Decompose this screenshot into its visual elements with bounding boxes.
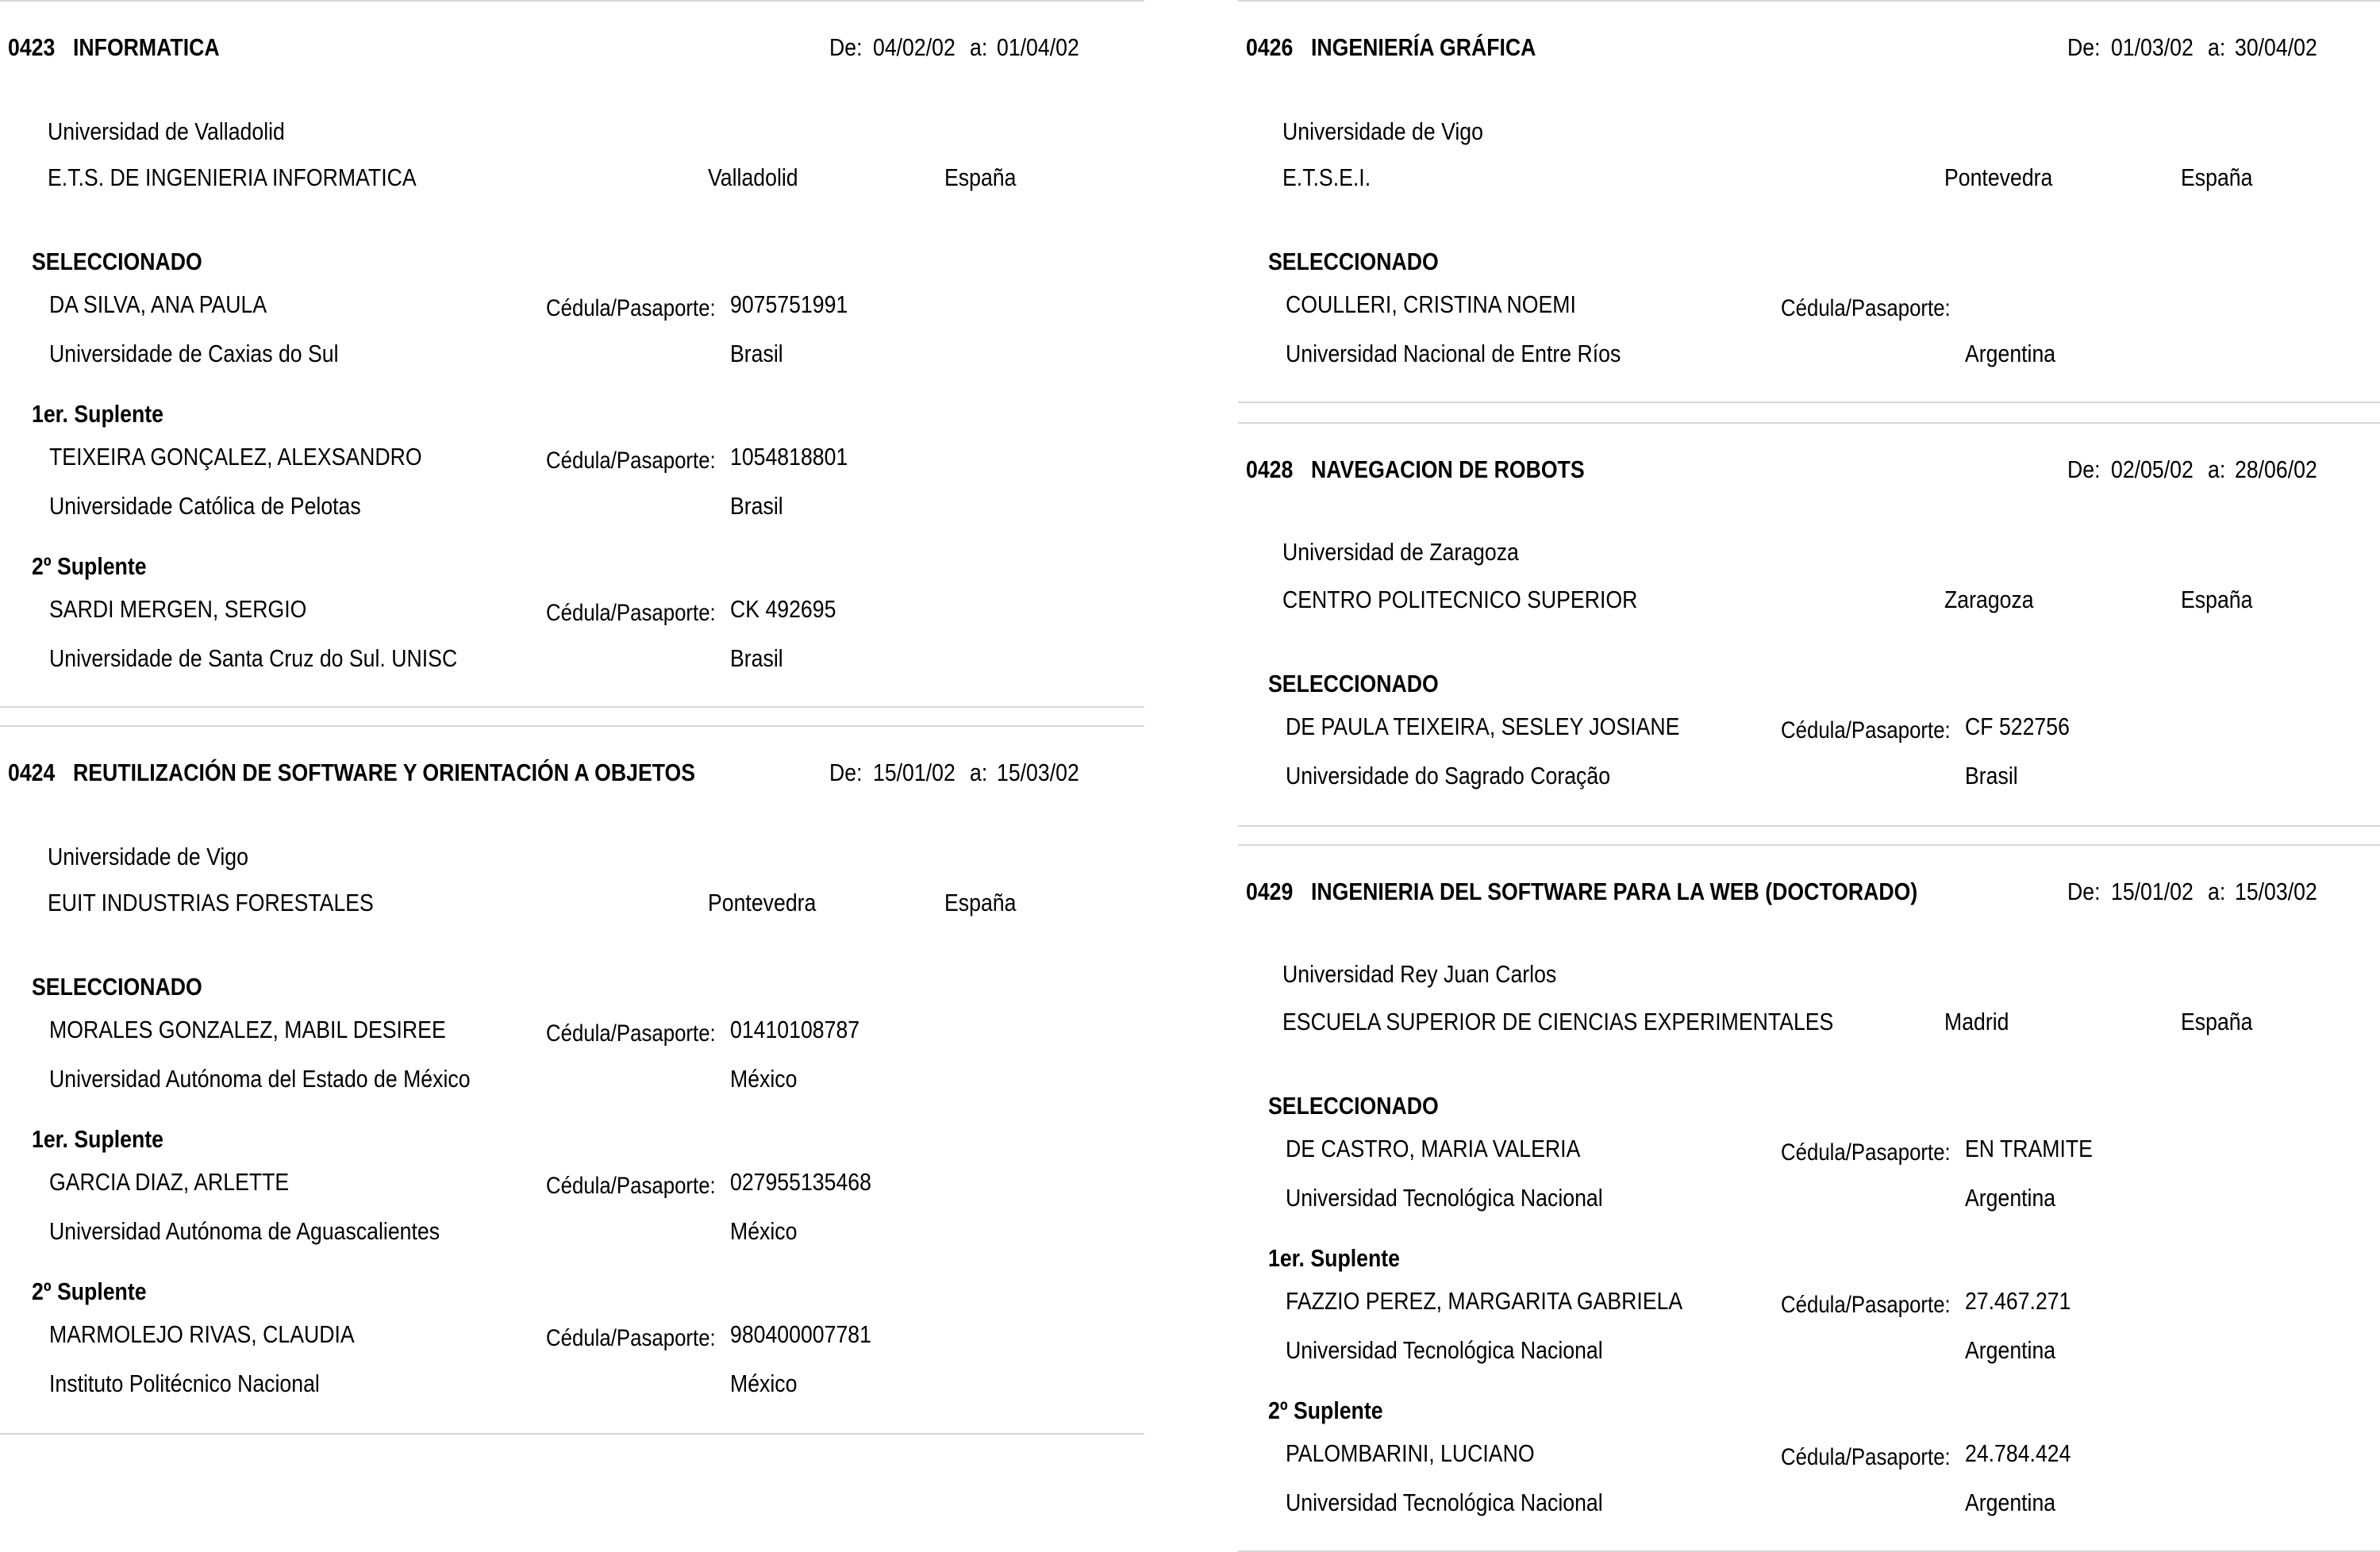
course-block-0426 (1238, 0, 2380, 401)
candidate-id: 24.784.424 (1965, 1439, 2071, 1467)
candidate-role: SELECCIONADO (32, 248, 202, 275)
id-label: Cédula/Pasaporte: (1781, 1292, 1951, 1318)
candidate-country: Brasil (730, 492, 783, 520)
date-from: 02/05/02 (2111, 455, 2194, 483)
candidate-name: DE CASTRO, MARIA VALERIA (1286, 1135, 1581, 1162)
id-label: Cédula/Pasaporte: (546, 448, 716, 474)
candidate-id: CF 522756 (1965, 713, 2070, 740)
date-from: 01/03/02 (2111, 33, 2194, 61)
candidate-role: 2º Suplente (32, 552, 147, 580)
candidate-institution: Universidade do Sagrado Coração (1286, 762, 1611, 789)
date-from-label: De: (829, 33, 863, 61)
host-city: Zaragoza (1944, 586, 2034, 613)
course-code: 0426 (1246, 33, 1294, 61)
date-to-label: a: (2208, 878, 2226, 905)
date-to: 15/03/02 (997, 759, 1079, 786)
date-from-label: De: (829, 759, 863, 786)
candidate-id: EN TRAMITE (1965, 1135, 2093, 1162)
candidate-role: SELECCIONADO (1268, 248, 1439, 275)
course-title: INGENIERIA DEL SOFTWARE PARA LA WEB (DOCTORADO) (1311, 878, 1918, 905)
date-from: 04/02/02 (873, 33, 955, 61)
candidate-country: Argentina (1965, 340, 2056, 367)
candidate-id: 27.467.271 (1965, 1287, 2071, 1315)
host-city: Pontevedra (1944, 163, 2053, 191)
id-label: Cédula/Pasaporte: (546, 600, 716, 626)
candidate-role: 1er. Suplente (1268, 1244, 1400, 1272)
date-from-label: De: (2067, 455, 2101, 483)
candidate-name: GARCIA DIAZ, ARLETTE (49, 1168, 290, 1196)
candidate-country: México (730, 1065, 798, 1093)
date-to-label: a: (2208, 455, 2226, 483)
section-divider (1238, 825, 2380, 827)
host-university: Universidad de Valladolid (48, 117, 285, 145)
candidate-institution: Universidad Tecnológica Nacional (1286, 1184, 1603, 1212)
course-code: 0424 (8, 759, 56, 786)
candidate-id: 980400007781 (730, 1320, 871, 1348)
date-to: 01/04/02 (997, 33, 1079, 61)
date-to: 28/06/02 (2235, 455, 2317, 483)
host-university: Universidad de Zaragoza (1282, 538, 1519, 566)
date-to: 30/04/02 (2235, 33, 2317, 61)
date-from: 15/01/02 (873, 759, 955, 786)
candidate-country: México (730, 1217, 798, 1245)
id-label: Cédula/Pasaporte: (546, 1020, 716, 1047)
candidate-role: 1er. Suplente (32, 400, 163, 428)
course-code: 0423 (8, 33, 56, 61)
candidate-id: 027955135468 (730, 1168, 871, 1196)
candidate-institution: Universidad Autónoma de Aguascalientes (49, 1217, 440, 1245)
section-divider (1238, 401, 2380, 403)
host-school: E.T.S. DE INGENIERIA INFORMATICA (48, 163, 417, 191)
candidate-role: SELECCIONADO (1268, 1092, 1439, 1120)
host-country: España (944, 889, 1017, 916)
candidate-id: CK 492695 (730, 595, 836, 623)
candidate-role: SELECCIONADO (32, 973, 202, 1001)
course-title: REUTILIZACIÓN DE SOFTWARE Y ORIENTACIÓN A OBJETOS (73, 759, 696, 786)
date-from-label: De: (2067, 878, 2101, 905)
candidate-name: MARMOLEJO RIVAS, CLAUDIA (49, 1320, 355, 1348)
candidate-institution: Universidad Autónoma del Estado de México (49, 1065, 471, 1093)
date-from: 15/01/02 (2111, 878, 2194, 905)
id-label: Cédula/Pasaporte: (1781, 717, 1951, 743)
host-school: ESCUELA SUPERIOR DE CIENCIAS EXPERIMENTALES (1282, 1008, 1834, 1035)
id-label: Cédula/Pasaporte: (1781, 1139, 1951, 1166)
candidate-role: SELECCIONADO (1268, 670, 1439, 697)
candidate-country: México (730, 1370, 798, 1397)
course-block-0428 (1238, 422, 2380, 825)
candidate-name: DA SILVA, ANA PAULA (49, 290, 267, 318)
candidate-institution: Universidade de Caxias do Sul (49, 340, 339, 367)
candidate-country: Brasil (730, 340, 783, 367)
candidate-country: Argentina (1965, 1489, 2056, 1516)
candidate-country: Brasil (730, 644, 783, 672)
candidate-role: 2º Suplente (32, 1277, 147, 1305)
candidate-name: PALOMBARINI, LUCIANO (1286, 1439, 1535, 1467)
course-block-0429 (1238, 844, 2380, 1550)
id-label: Cédula/Pasaporte: (1781, 1444, 1951, 1470)
course-title: INGENIERÍA GRÁFICA (1311, 33, 1536, 61)
candidate-country: Argentina (1965, 1336, 2056, 1364)
candidate-name: TEIXEIRA GONÇALEZ, ALEXSANDRO (49, 443, 422, 471)
course-title: NAVEGACION DE ROBOTS (1311, 455, 1585, 483)
candidate-institution: Instituto Politécnico Nacional (49, 1370, 320, 1397)
course-title: INFORMATICA (73, 33, 220, 61)
candidate-name: SARDI MERGEN, SERGIO (49, 595, 307, 623)
candidate-id: 9075751991 (730, 290, 848, 318)
candidate-institution: Universidade de Santa Cruz do Sul. UNISC (49, 644, 458, 672)
candidate-name: DE PAULA TEIXEIRA, SESLEY JOSIANE (1286, 713, 1680, 740)
candidate-role: 2º Suplente (1268, 1396, 1383, 1424)
candidate-id: 1054818801 (730, 443, 848, 471)
candidate-name: COULLERI, CRISTINA NOEMI (1286, 290, 1576, 318)
host-university: Universidade de Vigo (48, 843, 248, 870)
candidate-institution: Universidad Nacional de Entre Ríos (1286, 340, 1621, 367)
date-to-label: a: (2208, 33, 2226, 61)
date-to: 15/03/02 (2235, 878, 2317, 905)
host-university: Universidad Rey Juan Carlos (1282, 960, 1557, 988)
date-to-label: a: (970, 33, 988, 61)
candidate-institution: Universidad Tecnológica Nacional (1286, 1489, 1603, 1516)
candidate-id: 01410108787 (730, 1016, 860, 1043)
host-school: E.T.S.E.I. (1282, 163, 1371, 191)
candidate-country: Brasil (1965, 762, 2018, 789)
course-block-0424 (0, 725, 1144, 1433)
course-block-0423 (0, 0, 1144, 706)
host-school: CENTRO POLITECNICO SUPERIOR (1282, 586, 1638, 613)
course-code: 0429 (1246, 878, 1294, 905)
section-divider (0, 1433, 1144, 1435)
host-country: España (2181, 1008, 2253, 1035)
host-country: España (2181, 586, 2253, 613)
host-country: España (2181, 163, 2253, 191)
course-code: 0428 (1246, 455, 1294, 483)
candidate-name: MORALES GONZALEZ, MABIL DESIREE (49, 1016, 446, 1043)
id-label: Cédula/Pasaporte: (546, 1173, 716, 1199)
id-label: Cédula/Pasaporte: (546, 295, 716, 321)
date-from-label: De: (2067, 33, 2101, 61)
candidate-institution: Universidade Católica de Pelotas (49, 492, 361, 520)
host-university: Universidade de Vigo (1282, 117, 1483, 145)
host-school: EUIT INDUSTRIAS FORESTALES (48, 889, 374, 916)
host-country: España (944, 163, 1017, 191)
host-city: Madrid (1944, 1008, 2009, 1035)
host-city: Valladolid (708, 163, 798, 191)
date-to-label: a: (970, 759, 988, 786)
candidate-role: 1er. Suplente (32, 1125, 163, 1153)
section-divider (0, 706, 1144, 708)
candidate-institution: Universidad Tecnológica Nacional (1286, 1336, 1603, 1364)
candidate-name: FAZZIO PEREZ, MARGARITA GABRIELA (1286, 1287, 1683, 1315)
id-label: Cédula/Pasaporte: (1781, 295, 1951, 321)
host-city: Pontevedra (708, 889, 817, 916)
id-label: Cédula/Pasaporte: (546, 1325, 716, 1351)
candidate-country: Argentina (1965, 1184, 2056, 1212)
